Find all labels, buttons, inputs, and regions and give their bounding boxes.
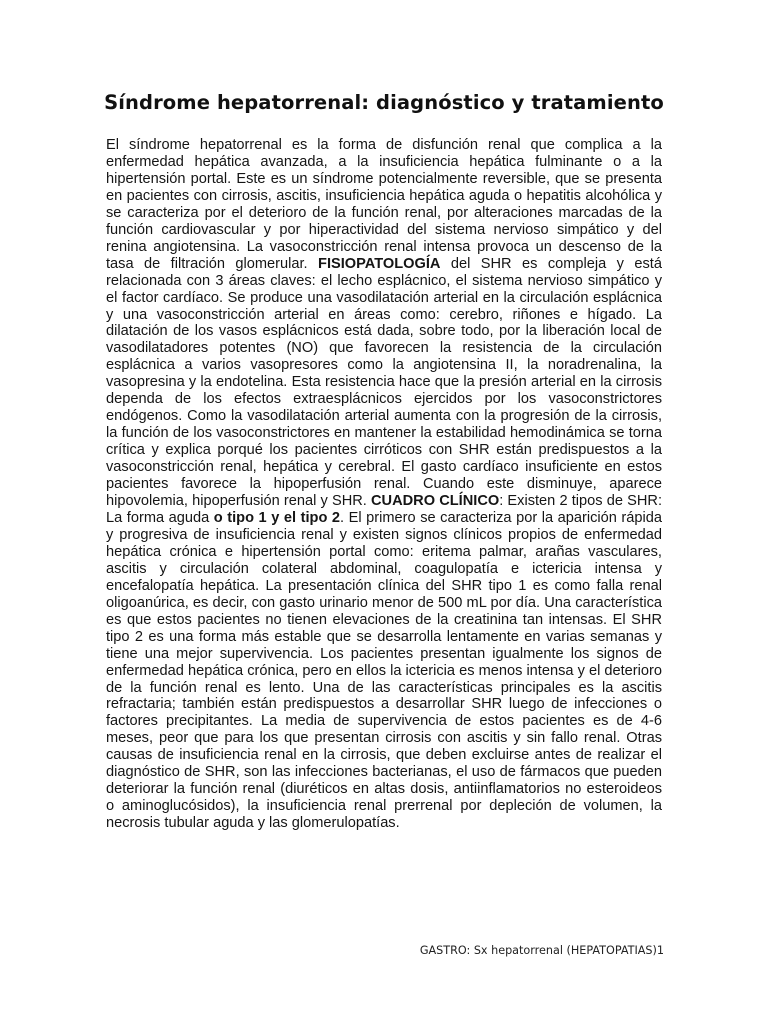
section-heading-fisiopatologia: FISIOPATOLOGÍA <box>318 255 441 272</box>
bold-phrase-types: o tipo 1 y el tipo 2 <box>213 509 341 526</box>
body-paragraph <box>106 137 662 832</box>
body-text-segment: . El primero se caracteriza por la aparición rápida y progresiva de insuficiencia renal y existen signos clínicos propios de enfermedad hepática crónica e hipertensión portal como: eritema palmar, arañas vasculares, ascitis y circulación colateral abdominal, coagulopatía e ictericia intensa y encefalopatía hepática. La presentación clínica del SHR tipo 1 es como falla renal oligoanúrica, es decir, con gasto urinario menor de 500 mL por día. Una característica es que estos pacientes no tienen elevaciones de la creatinina tan intensas. El SHR tipo 2 es una forma más estable que se desarrolla lentamente en varias semanas y tiene una mejor supervivencia. Los pacientes presentan igualmente los signos de enfermedad hepática crónica, pero en ellos la ictericia es menos intensa y el deterioro de la función renal es lento. Una de las características principales es la ascitis refractaria; también están predispuestos a desarrollar SHR luego de infecciones o factores precipitantes. La media de supervivencia de estos pacientes es de 4-6 meses, peor que para los que presentan cirrosis con ascitis y sin fallo renal. Otras causas de insuficiencia renal en la cirrosis, que deben excluirse antes de realizar el diagnóstico de SHR, son las infecciones bacterianas, el uso de fármacos que pueden deteriorar la función renal (diuréticos en altas dosis, antiinflamatorios no esteroideos o aminoglucósidos), la insuficiencia renal prerrenal por depleción de volumen, la necrosis tubular aguda y las glomerulopatías. <box>106 509 662 832</box>
body-text-segment: del SHR es compleja y está relacionada con 3 áreas claves: el lecho esplácnico, el sistema nervioso simpático y el factor cardíaco. Se produce una vasodilatación arterial en la circulación esplácnica y una vasoconstricción arterial en áreas como: cerebro, riñones e hígado. La dilatación de los vasos esplácnicos está dada, sobre todo, por la liberación local de vasodilatadores potentes (NO) que favorecen la resistencia de la circulación esplácnica a varios vasopresores como la angiotensina II, la noradrenalina, la vasopresina y la endotelina. Esta resistencia hace que la presión arterial en la cirrosis dependa de los efectos extraesplácnicos ejercidos por los vasoconstrictores endógenos. Como la vasodilatación arterial aumenta con la progresión de la cirrosis, la función de los vasoconstrictores en mantener la estabilidad hemodinámica se torna crítica y explica porqué los pacientes cirróticos con SHR están predispuestos a la vasoconstricción renal, hepática y cerebral. El gasto cardíaco insuficiente en estos pacientes favorece la hipoperfusión renal. Cuando este disminuye, aparece hipovolemia, hipoperfusión renal y SHR. <box>106 255 662 510</box>
body-text-segment: : Existen 2 tipos de SHR: La forma aguda <box>106 493 662 526</box>
body-text-segment: El síndrome hepatorrenal es la forma de disfunción renal que complica a la enfermedad hepática avanzada, a la insuficiencia hepática fulminante o a la hipertensión portal. Este es un síndrome potencialmente reversible, que se presenta en pacientes con cirrosis, ascitis, insuficiencia hepática aguda o hepatitis alcohólica y se caracteriza por el deterioro de la función renal, por alteraciones marcadas de la función cardiovascular y por hiperactividad del sistema nervioso simpático y del renina angiotensina. La vasoconstricción renal intensa provoca un descenso de la tasa de filtración glomerular. <box>106 137 662 272</box>
page-footer: GASTRO: Sx hepatorrenal (HEPATOPATIAS)1 <box>419 944 664 957</box>
page-title: Síndrome hepatorrenal: diagnóstico y tratamiento <box>104 91 664 114</box>
section-heading-cuadro-clinico: CUADRO CLÍNICO <box>371 493 500 510</box>
